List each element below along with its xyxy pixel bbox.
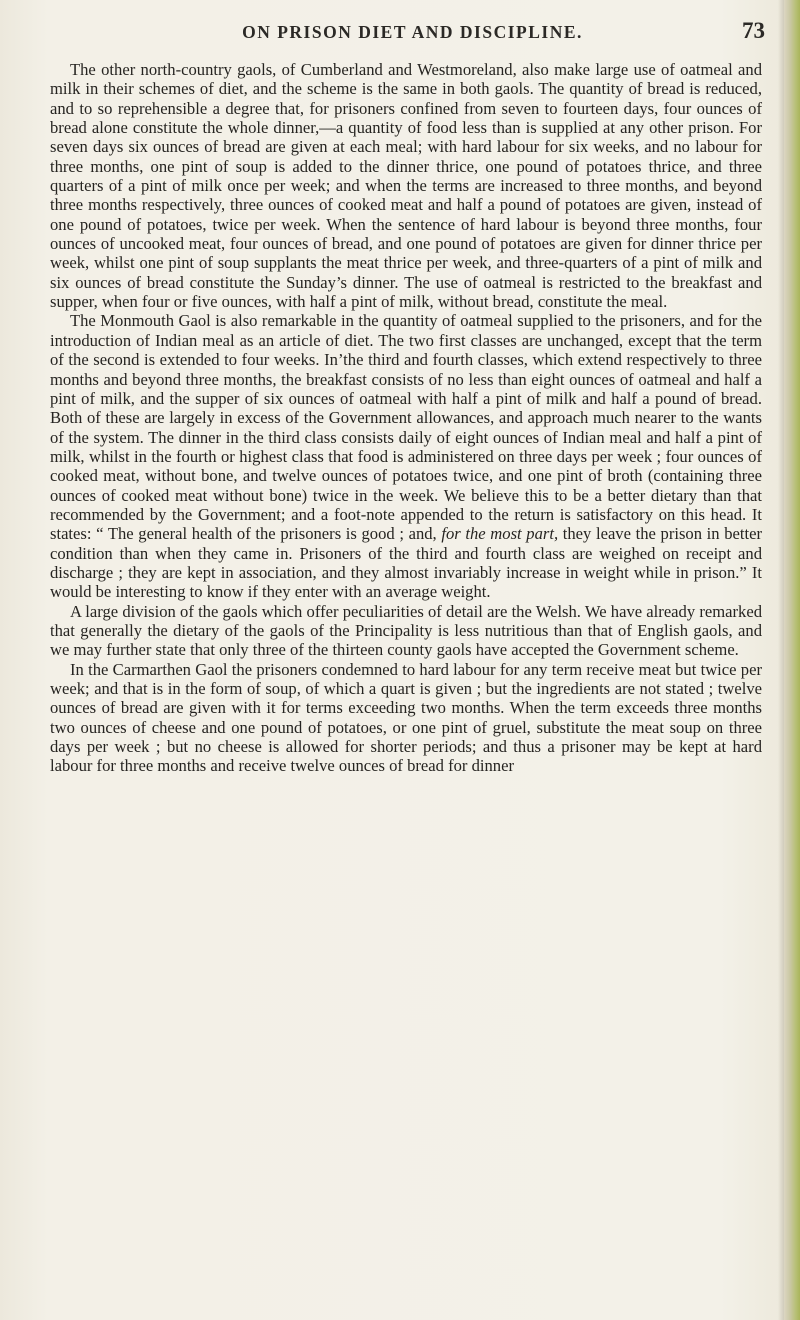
page-header [60, 18, 765, 48]
paragraph-carmarthen: In the Carmarthen Gaol the prisoners condemned to hard labour for any term receive meat but twice per week; and that is in the form of soup, of which a quart is given ; but the ingredients are not stated ; twelve ounces of bread are given with it for terms exceeding two months. When the term exceeds three months two ounces of cheese and one pound of potatoes, or one pint of gruel, substitute the meat soup on three days per week ; but no cheese is allowed for shorter periods; and thus a prisoner may be kept at hard labour for three months and receive twelve ounces of bread for dinner [50, 659, 762, 776]
paragraph-monmouth [50, 311, 762, 601]
paragraph-monmouth-text: The Monmouth Gaol is also remarkable in the quantity of oatmeal supplied to the prisoners, and for the introduction of Indian meal as an article of diet. The two first classes are unchanged, except that the term of the second is extended to four weeks. In’the third and fourth classes, which extend respectively to three months and beyond three months, the breakfast consists of no less than eight ounces of oatmeal and half a pint of milk, and the supper of six ounces of oatmeal with half a pint of milk and half a pound of bread. Both of these are largely in excess of the Government allowances, and approach much nearer to the wants of the system. The dinner in the third class consists daily of eight ounces of Indian meal and half a pint of milk, whilst in the fourth or highest class that food is administered on three days per week ; four ounces of cooked meat, without bone, and twelve ounces of potatoes twice, and one pint of broth (containing three ounces of cooked meat without bone) twice in the week. We believe this to be a better dietary than that recommended by the Government; and a foot-note appended to the return is satisfactory on this head. It states: “ The general health of the prisoners is good ; and, [50, 311, 762, 544]
page-edge [784, 0, 800, 1320]
body-text [50, 60, 762, 776]
running-head: ON PRISON DIET AND DISCIPLINE. [242, 22, 583, 42]
paragraph-monmouth-text-after: they leave the prison in better condition than when they came in. Prisoners of the third and fourth class are weighed on receipt and discharge ; they are kept in association, and they almost invariably increase in weight while in prison.” It would be interesting to know if they enter with an average weight. [50, 524, 762, 602]
paragraph-welsh: A large division of the gaols which offer peculiarities of detail are the Welsh. We have already remarked that generally the dietary of the gaols of the Principality is less nutritious than that of English gaols, and we may further state that only three of the thirteen county gaols have accepted the Government scheme. [50, 601, 762, 660]
page-number: 73 [742, 18, 765, 43]
paragraph-monmouth-emphasis: for the most part, [441, 524, 559, 544]
paragraph-cumberland: The other north-country gaols, of Cumberland and Westmoreland, also make large use of oatmeal and milk in their schemes of diet, and the scheme is the same in both gaols. The quantity of bread is reduced, and to so reprehensible a degree that, for prisoners confined from seven to fourteen days, four ounces of bread alone constitute the whole dinner,—a quantity of food less than is supplied at any other prison. For seven days six ounces of bread are given at each meal; with hard labour for six weeks, and no labour for three months, one pint of soup is added to the dinner thrice, one pound of potatoes thrice, and three quarters of a pint of milk once per week; and when the terms are increased to three months, and beyond three months respectively, three ounces of cooked meat and half a pound of potatoes are given, instead of one pound of potatoes, twice per week. When the sentence of hard labour is beyond three months, four ounces of uncooked meat, four ounces of bread, and one pound of potatoes are given for dinner thrice per week, whilst one pint of soup supplants the meat thrice per week, and three-quarters of a pint of milk and six ounces of bread constitute the Sunday’s dinner. The use of oatmeal is restricted to the breakfast and supper, when four or five ounces, with half a pint of milk, without bread, constitute the meal. [50, 60, 762, 312]
